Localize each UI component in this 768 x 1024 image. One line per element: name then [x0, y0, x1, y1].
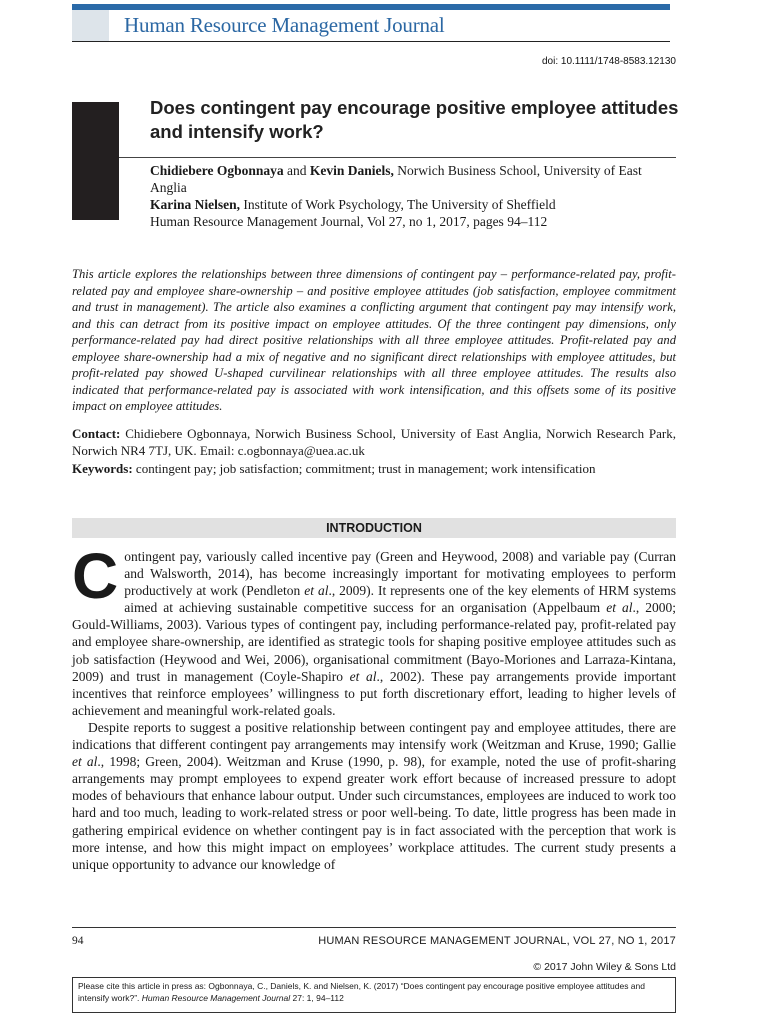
page-number: 94	[72, 935, 84, 947]
author-name: Chidiebere Ogbonnaya	[150, 163, 284, 178]
text-run-italic: et al	[349, 668, 377, 684]
keywords-label: Keywords:	[72, 461, 133, 476]
text-run: ., 2009). It represents one of the key elements of HRM systems aimed at achieving sustainable competitive success for an organisation (Appelbaum	[124, 583, 676, 616]
author-line-1	[150, 162, 680, 196]
text-run: ., 2000; Gould-Williams, 2003). Various types of contingent pay, including performance-related pay, profit-related pay and employee share-ownership, are identified as strategic tools for shaping positive employee attitudes such as job satisfaction (Heywood and Wei, 2006), organisational commitment (Bayo-Moriones and Larraza-Kintana, 2009) and trust in management (Coyle-Shapiro	[72, 600, 676, 684]
section-heading: INTRODUCTION	[72, 518, 676, 538]
journal-header	[72, 10, 670, 42]
text-run: Despite reports to suggest a positive relationship between contingent pay and employee attitudes, there are indications that different contingent pay arrangements may intensify work (Weitzman and Kruse, 1990; Gallie	[72, 719, 676, 753]
author-affiliation: Institute of Work Psychology, The University of Sheffield	[240, 197, 556, 212]
author-block	[150, 162, 680, 230]
text-run-italic: et al	[72, 754, 98, 770]
contact-info	[72, 425, 676, 459]
text-run-italic: et al	[606, 600, 633, 616]
contact-label: Contact:	[72, 426, 121, 441]
journal-citation: Human Resource Management Journal, Vol 27, no 1, 2017, pages 94–112	[150, 214, 548, 229]
copyright: © 2017 John Wiley & Sons Ltd	[533, 961, 676, 973]
title-decor-bar	[72, 102, 119, 220]
journal-name: Human Resource Management Journal	[124, 13, 445, 37]
title-rule	[119, 157, 676, 158]
text-run-italic: Human Resource Management Journal	[141, 993, 291, 1003]
footer-journal-line: HUMAN RESOURCE MANAGEMENT JOURNAL, VOL 27, NO 1, 2017	[318, 935, 676, 947]
citation-box	[72, 977, 676, 1013]
contact-text[interactable]: Chidiebere Ogbonnaya, Norwich Business School, University of East Anglia, Norwich Research Park, Norwich NR4 7TJ, UK. Email: c.ogbonnaya@uea.ac.uk	[72, 426, 676, 458]
paragraph	[72, 540, 676, 719]
keywords-text: contingent pay; job satisfaction; commitment; trust in management; work intensification	[132, 461, 596, 476]
author-conjunction: and	[283, 163, 310, 178]
author-line-2	[150, 196, 680, 213]
text-run-italic: et al	[304, 583, 329, 599]
keywords	[72, 460, 676, 477]
author-name: Kevin Daniels,	[309, 163, 394, 178]
text-run: ., 1998; Green, 2004). Weitzman and Kruse (1990, p. 98), for example, noted the use of profit-sharing arrangements may prompt employees to expend greater work effort because of increased pressure to adopt modes of behaviours that enhance labour output. Under such circumstances, employees are induced to work too hard and too much, leading to work-related stress or poor well-being. To date, little progress has been made in gathering empirical evidence on whether contingent pay is in fact associated with the perception that work is more intense, and how this might impact on employees’ workplace attitudes. The current study presents a unique opportunity to advance our knowledge of	[72, 754, 676, 872]
author-name: Karina Nielsen,	[150, 197, 240, 212]
text-run: Please cite this article in press as: Ogbonnaya, C., Daniels, K. and Nielsen, K. (2017) “Does contingent pay encourage positive employee attitudes and intensify work?”.	[78, 981, 645, 1003]
doi[interactable]: doi: 10.1111/1748-8583.12130	[541, 56, 676, 67]
text-run: ., 2002). These pay arrangements provide important incentives that reinforce employees’ willingness to put forth discretionary effort, leading to higher levels of achievement and meaningful work-related goals.	[72, 668, 676, 718]
footer-rule	[72, 927, 676, 928]
paragraph	[72, 719, 676, 873]
text-run: ontingent pay, variously called incentive pay (Green and Heywood, 2008) and variable pay (Curran and Walsworth, 2014), has become increasingly important for motivating employees to perform productively at work (Pendleton	[124, 549, 676, 599]
body-text	[72, 540, 676, 873]
header-accent-block	[72, 10, 109, 41]
abstract: This article explores the relationships between three dimensions of contingent pay – performance-related pay, profit-related pay and employee share-ownership – and positive employee attitudes (job satisfaction, employee commitment and trust in management). The article also examines a conflicting argument that contingent pay may intensify work, and this can detract from its positive impact on employee attitudes. Of the three contingent pay dimensions, only performance-related pay had direct positive relationships with all three employee attitudes. Profit-related pay and employee share-ownership had a mix of negative and no significant direct relationships with employee attitudes, but profit-related pay showed U-shaped curvilinear relationships with all three employee attitudes. The results also indicated that performance-related pay is associated with work intensification, and this offsets some of its positive impact on employee attitudes.	[72, 267, 676, 413]
text-run: 27: 1, 94–112	[290, 993, 344, 1003]
article-title: Does contingent pay encourage positive employee attitudes and intensify work?	[150, 97, 679, 142]
author-affiliation: Norwich Business School, University of East Anglia	[150, 163, 642, 195]
drop-cap: C	[72, 540, 119, 612]
